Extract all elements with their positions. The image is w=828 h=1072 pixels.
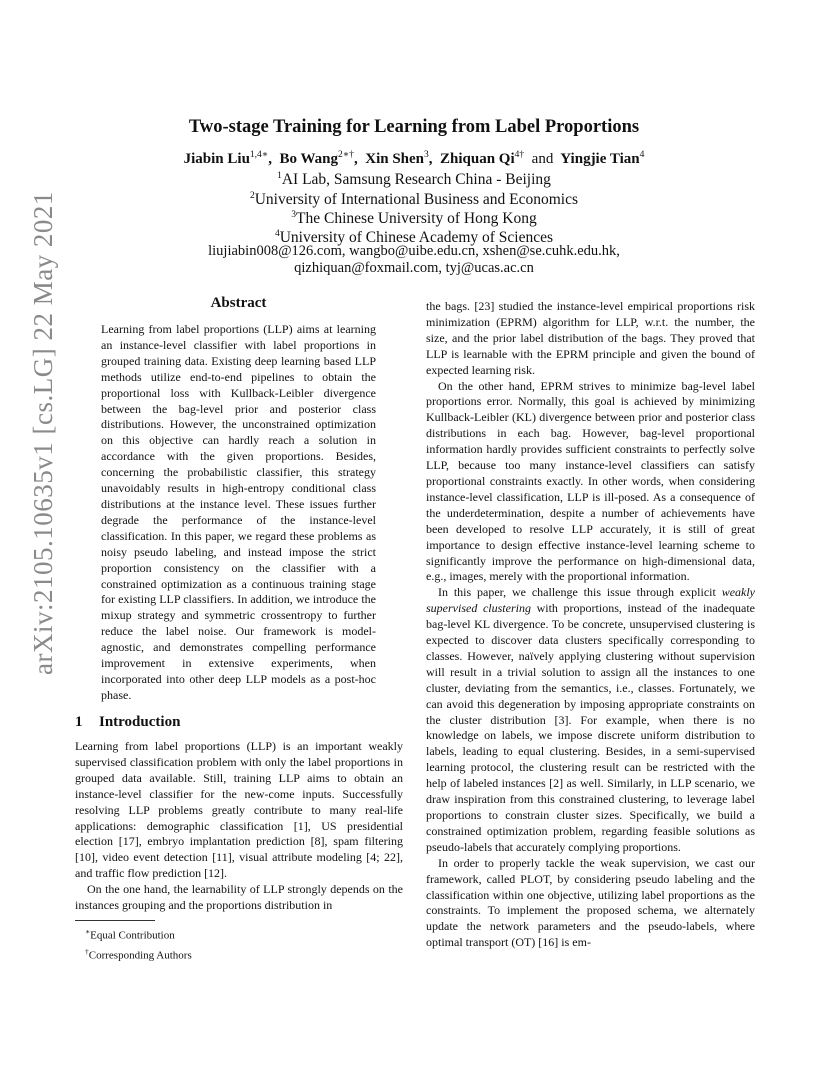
affiliation-text: The Chinese University of Hong Kong	[296, 210, 537, 228]
paragraph: the bags. [23] studied the instance-level empirical proportions risk minimization (EPRM) algorithm for LLP, w.r.t. the number, the size, and the prior label distribution of the bags. They proved that LLP is learnable with the EPRM principle and given the bound of expected learning risk.	[426, 299, 755, 377]
footnote-rule	[75, 920, 155, 921]
affiliation-mark: 3	[291, 210, 297, 220]
affiliation-mark: 2	[249, 191, 255, 201]
author-list: Jiabin Liu$^{1,4∗}$, Bo Wang$^{2∗\dagger}$, Xin Shen$^3$, Zhiquan $Qi^{4\dagger}$ and Yingjie Tian$^4$	[183, 150, 645, 167]
author-affiliation-mark: 1,4∗	[249, 150, 269, 160]
email-line: liujiabin008@126.com, wangbo@uibe.edu.cn, xshen@se.cuhk.edu.hk,	[208, 243, 620, 259]
introduction-left-column	[75, 739, 403, 914]
affiliation-mark: 4	[274, 229, 280, 239]
footnote	[85, 924, 192, 944]
emphasis-text: weakly supervised clustering	[426, 585, 756, 616]
paragraph: On the one hand, the learnability of LLP strongly depends on the instances grouping and the proportions distribution in	[75, 882, 403, 913]
email-line: qizhiquan@foxmail.com, tyj@ucas.ac.cn	[294, 260, 534, 276]
section-number: 1	[75, 714, 83, 730]
affiliation	[0, 167, 828, 189]
footnote-text: Equal Contribution	[90, 929, 175, 942]
section-heading-introduction	[75, 714, 180, 731]
section-title: Introduction	[99, 714, 181, 730]
arxiv-side-stamp: arXiv:2105.10635v1 [cs.LG] 22 May 2021	[28, 191, 58, 675]
author-name: Jiabin Liu	[183, 151, 250, 167]
text-run: In this paper, we challenge this issue through explicit	[438, 585, 716, 600]
footnote	[85, 944, 192, 964]
paragraph: Learning from label proportions (LLP) is an important weakly supervised classification problem with only the label proportions in grouped data available. Still, training LLP aims to obtain an instance-level classifier for the new-come inputs. Successfully resolving LLP problems greatly contribute to many real-life applications: demographic classification [1], US presidential election [17], embryo implantation prediction [8], spam filtering [10], video event detection [11], visual attribute modeling [4; 22], and traffic flow prediction [12].	[75, 739, 403, 881]
paper-title: Two-stage Training for Learning from Label Proportions	[188, 117, 640, 137]
paragraph	[426, 585, 755, 855]
right-column	[426, 299, 755, 951]
author-name: Zhiquan Qi	[440, 151, 515, 167]
author-affiliation-mark: 4	[639, 150, 645, 160]
author-affiliation-mark: 2∗†	[338, 150, 354, 160]
affiliation-text: University of Chinese Academy of Sciences	[279, 229, 554, 247]
footnote-mark: ∗	[85, 927, 91, 936]
paragraph: In order to properly tackle the weak supervision, we cast our framework, called PLOT, by considering pseudo labeling and the classification within one objective, utilizing label proportions as the constraints. To implement the proposed schema, we alternately update the network parameters and the pseudo-labels, where optimal transport (OT) [16] is em-	[426, 855, 755, 950]
author-emails	[0, 243, 828, 277]
footnote-mark: †	[85, 946, 89, 956]
author-affiliation-mark: 3	[424, 150, 429, 160]
affiliation-text: University of International Business and Economics	[254, 191, 579, 209]
author-affiliation-mark: 4†	[514, 150, 525, 160]
paragraph: On the other hand, EPRM strives to minimize bag-level label proportions error. Normally, this goal is achieved by minimizing Kullback-Leibler (KL) divergence between prior and posterior class distributions in each bag. However, bag-level proportional information hardly provides sufficient constraints to perfectly solve LLP, because too many instance-level classifiers can satisfy proportional constraints exactly. In other words, when considering instance-level classification, LLP is ill-posed. As a consequence of the underdetermination, despite a number of achievements have been developed to resolve LLP accurately, it is still of great importance to design effective instance-level learning scheme to significantly improve the performance on high-dimensional data, e.g., images, merely with the proportional information.	[426, 378, 755, 584]
text-run: with proportions, instead of the inadequate bag-level KL divergence. To be concrete, unsupervised clustering is expected to discover data clusters specifically corresponding to classes. However, naïvely applying clustering without supervision will result in a trivial solution to assign all the instances to one cluster, deviating from the semantics, i.e., classes. Fortunately, we can avoid this degeneration by imposing appropriate constraints on the cluster distribution [3]. For example, when there is no knowledge on labels, we impose discrete uniform distribution to labels, leading to equal clustering. Besides, in a semi-supervised learning protocol, the clustering result can be restricted with the help of labeled instances [2] as well. Similarly, in LLP scenario, we draw inspiration from this constrained clustering, to leverage label proportions to constrain cluster sizes. Specifically, we build a constrained optimization problem, regarding feasible solutions as pseudo-labels that accurately complying proportions.	[426, 601, 755, 854]
affiliation-mark: 1	[277, 171, 282, 181]
author-name: Bo Wang	[279, 151, 339, 167]
author-name: Yingjie Tian	[560, 151, 640, 167]
author-conjunction: and	[531, 151, 554, 167]
footnote-text: Corresponding Authors	[88, 949, 192, 962]
affiliation-text: AI Lab, Samsung Research China - Beijing	[281, 171, 551, 189]
abstract-heading: Abstract	[210, 295, 267, 311]
author-name: Xin Shen	[365, 151, 425, 167]
abstract-body: Learning from label proportions (LLP) aims at learning an instance-level classifier with label proportions in grouped training data. Existing deep learning based LLP methods utilize end-to-end pipelines to obtain the proportional loss with Kullback-Leibler divergence between the bag-level prior and posterior class distributions. However, the unconstrained optimization on this objective can hardly reach a solution in accordance with the given proportions. Besides, concerning the probabilistic classifier, this strategy unavoidably results in high-entropy conditional class distributions at the instance level. These issues further degrade the performance of the instance-level classification. In this paper, we regard these problems as noisy pseudo labeling, and instead impose the strict proportion consistency on the classifier with a constrained optimization as a continuous training stage for existing LLP classifiers. In addition, we introduce the mixup strategy and symmetric crossentropy to further reduce the label noise. Our framework is model-agnostic, and demonstrates compelling performance improvement in extensive experiments, when incorporated into other deep LLP models as a post-hoc phase.	[101, 322, 376, 702]
footnotes	[85, 924, 192, 963]
